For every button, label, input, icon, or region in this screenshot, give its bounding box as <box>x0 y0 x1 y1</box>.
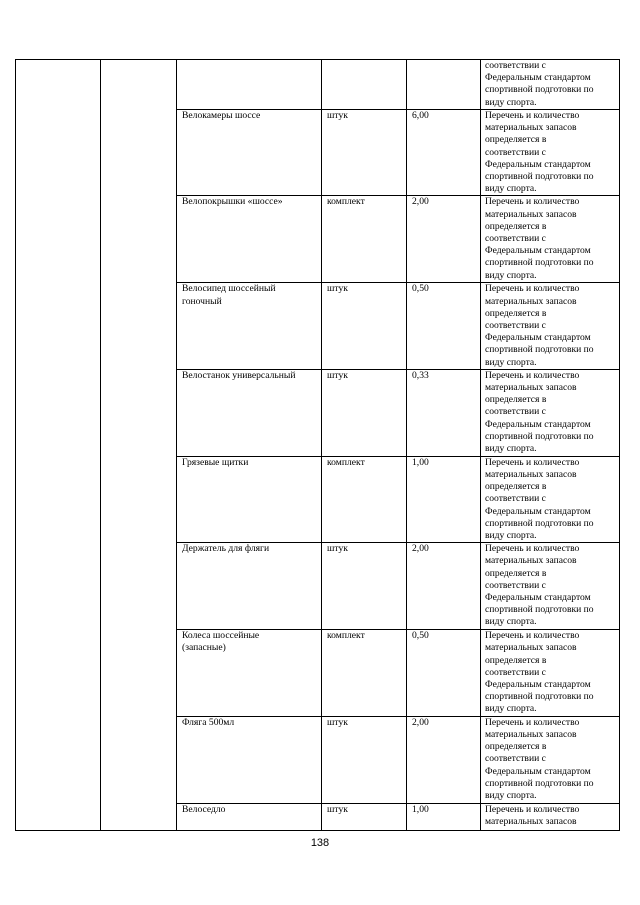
item-unit: штук <box>327 716 348 728</box>
item-quantity: 2,00 <box>412 716 429 728</box>
section-number-cell <box>16 60 101 831</box>
item-name: Велостанок универсальный <box>182 369 296 381</box>
quantity-cell <box>407 716 481 803</box>
item-name-cell <box>177 630 322 716</box>
item-quantity: 6,00 <box>412 110 429 121</box>
unit-cell <box>322 283 407 369</box>
note-text: Перечень и количество материальных запасов определяется в соответствии с Федеральным стандартом спортивной подготовки по виду спорта. <box>485 456 594 542</box>
item-name-cell <box>177 283 322 369</box>
quantity-cell <box>407 283 481 369</box>
quantity-cell <box>407 803 481 830</box>
item-name-cell <box>177 716 322 803</box>
note-cell <box>481 630 620 716</box>
item-quantity: 1,00 <box>412 456 429 468</box>
item-quantity: 0,33 <box>412 369 429 381</box>
table-row <box>16 60 620 110</box>
note-text: Перечень и количество материальных запасов определяется в соответствии с Федеральным стандартом спортивной подготовки по виду спорта. <box>485 283 594 368</box>
item-quantity: 2,00 <box>412 196 429 208</box>
unit-cell <box>322 716 407 803</box>
note-cell <box>481 803 620 830</box>
note-text: Перечень и количество материальных запасов определяется в соответствии с Федеральным стандартом спортивной подготовки по виду спорта. <box>485 369 594 455</box>
item-unit: штук <box>327 283 348 295</box>
item-name-cell <box>177 456 322 542</box>
note-cell <box>481 543 620 630</box>
unit-cell <box>322 803 407 830</box>
note-text: Перечень и количество материальных запасов определяется в соответствии с Федеральным стандартом спортивной подготовки по виду спорта. <box>485 543 594 628</box>
note-text: Перечень и количество материальных запасов <box>485 803 580 827</box>
item-unit: комплект <box>327 456 365 468</box>
note-cell <box>481 196 620 283</box>
note-text: Перечень и количество материальных запасов определяется в соответствии с Федеральным стандартом спортивной подготовки по виду спорта. <box>485 716 594 801</box>
unit-cell <box>322 110 407 196</box>
note-cell <box>481 456 620 542</box>
item-unit: штук <box>327 369 348 381</box>
item-name-cell <box>177 60 322 110</box>
item-name: Грязевые щитки <box>182 456 249 468</box>
item-name-cell <box>177 543 322 630</box>
quantity-cell <box>407 369 481 456</box>
item-name: Колеса шоссейные (запасные) <box>182 630 260 654</box>
note-text: соответствии с Федеральным стандартом спортивной подготовки по виду спорта. <box>485 60 594 108</box>
unit-cell <box>322 543 407 630</box>
item-name: Велопокрышки «шоссе» <box>182 196 283 208</box>
item-name-cell <box>177 369 322 456</box>
note-text: Перечень и количество материальных запасов определяется в соответствии с Федеральным стандартом спортивной подготовки по виду спорта. <box>485 110 594 195</box>
note-cell <box>481 110 620 196</box>
item-quantity: 0,50 <box>412 630 429 642</box>
page-number: 138 <box>310 837 330 849</box>
item-quantity: 0,50 <box>412 283 429 295</box>
item-unit: штук <box>327 110 348 121</box>
note-cell <box>481 716 620 803</box>
unit-cell <box>322 60 407 110</box>
item-unit: комплект <box>327 630 365 642</box>
item-name-cell <box>177 110 322 196</box>
unit-cell <box>322 630 407 716</box>
item-unit: комплект <box>327 196 365 208</box>
item-name: Держатель для фляги <box>182 543 270 555</box>
section-title-cell <box>101 60 177 831</box>
unit-cell <box>322 369 407 456</box>
quantity-cell <box>407 630 481 716</box>
item-name: Велосипед шоссейный гоночный <box>182 283 276 307</box>
quantity-cell <box>407 456 481 542</box>
item-name-cell <box>177 803 322 830</box>
item-quantity: 1,00 <box>412 803 429 815</box>
note-text: Перечень и количество материальных запасов определяется в соответствии с Федеральным стандартом спортивной подготовки по виду спорта. <box>485 630 594 715</box>
note-cell <box>481 283 620 369</box>
quantity-cell <box>407 543 481 630</box>
quantity-cell <box>407 110 481 196</box>
item-unit: штук <box>327 803 348 815</box>
note-cell <box>481 369 620 456</box>
unit-cell <box>322 456 407 542</box>
quantity-cell <box>407 196 481 283</box>
item-quantity: 2,00 <box>412 543 429 555</box>
item-unit: штук <box>327 543 348 555</box>
note-cell <box>481 60 620 110</box>
supplies-table <box>15 59 620 831</box>
quantity-cell <box>407 60 481 110</box>
item-name: Фляга 500мл <box>182 716 235 728</box>
note-text: Перечень и количество материальных запасов определяется в соответствии с Федеральным стандартом спортивной подготовки по виду спорта. <box>485 196 594 281</box>
item-name: Велокамеры шоссе <box>182 110 261 121</box>
unit-cell <box>322 196 407 283</box>
item-name-cell <box>177 196 322 283</box>
item-name: Велоседло <box>182 803 226 815</box>
